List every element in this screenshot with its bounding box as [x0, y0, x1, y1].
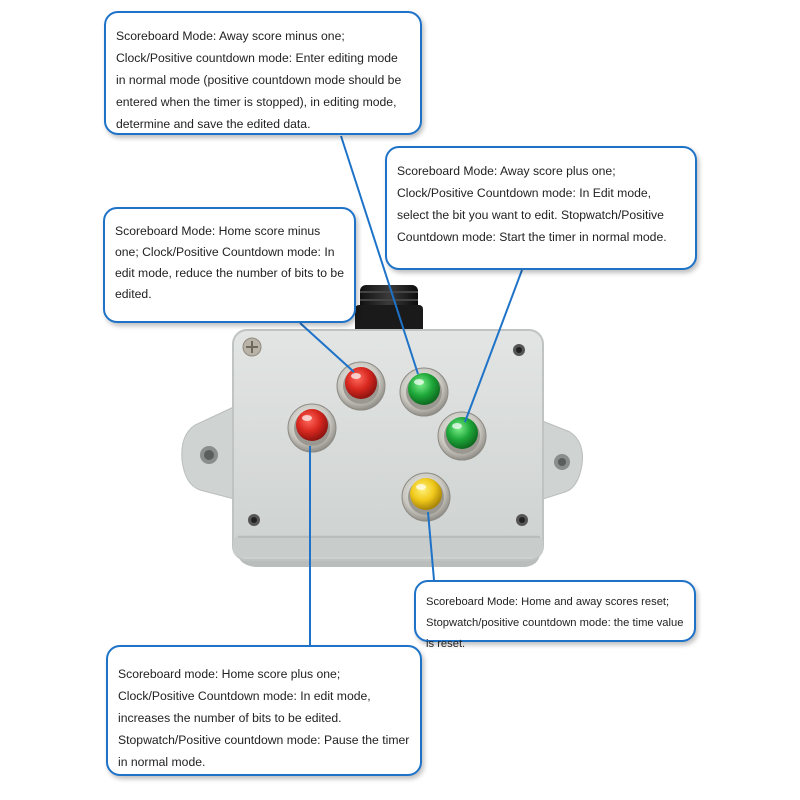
enclosure-body [233, 330, 543, 567]
button-reset[interactable] [402, 473, 450, 521]
callout-away-minus-text: Scoreboard Mode: Away score minus one; Clock/Positive countdown mode: Enter editing mode in normal mode (positive countdown mode should be entered when the timer is stopped), in editing mode, determine and save the edited data. [116, 29, 402, 131]
cable-gland [355, 285, 423, 335]
mounting-ear-right [540, 420, 583, 500]
callout-home-minus [103, 207, 356, 323]
callout-home-minus-text: Scoreboard Mode: Home score minus one; Clock/Positive Countdown mode: In edit mode, reduce the number of bits to be edited. [115, 224, 344, 301]
callout-home-plus [106, 645, 422, 776]
button-away-plus[interactable] [400, 368, 448, 416]
button-away-minus[interactable] [337, 362, 385, 410]
callout-home-plus-text: Scoreboard mode: Home score plus one; Clock/Positive Countdown mode: In edit mode, increases the number of bits to be edited. Stopwatch/Positive countdown mode: Pause the timer in normal mode. [118, 667, 410, 769]
button-home-plus[interactable] [288, 404, 336, 452]
callout-away-plus [385, 146, 697, 270]
mounting-ear-left [182, 405, 238, 500]
button-home-minus[interactable] [438, 412, 486, 460]
callout-reset-text: Scoreboard Mode: Home and away scores reset; Stopwatch/positive countdown mode: the time value is reset. [426, 596, 684, 650]
callout-away-plus-text: Scoreboard Mode: Away score plus one; Clock/Positive Countdown mode: In Edit mode, select the bit you want to edit. Stopwatch/Positive Countdown mode: Start the timer in normal mode. [397, 164, 667, 244]
callout-reset [414, 580, 696, 650]
callout-away-minus [104, 11, 422, 135]
